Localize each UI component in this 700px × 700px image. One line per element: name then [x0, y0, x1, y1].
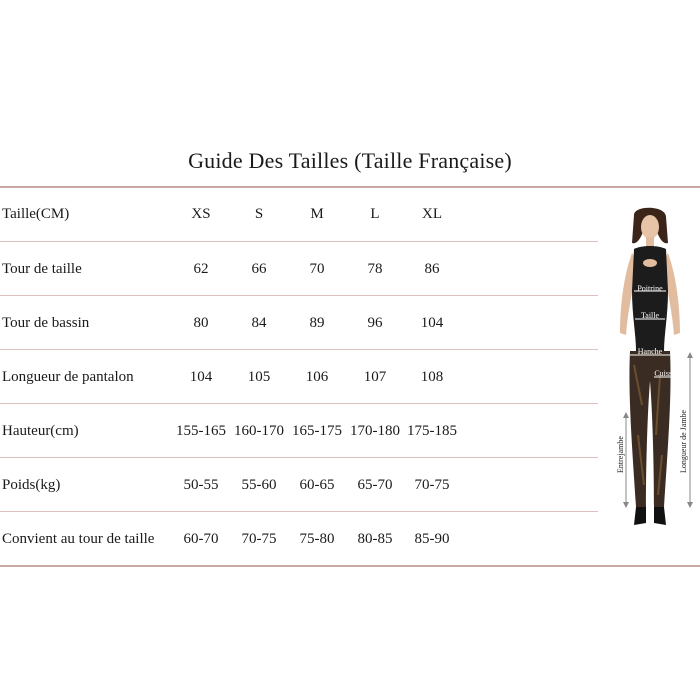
header-xl: XL — [422, 206, 442, 222]
entrejambe-label: Entrejambe — [616, 436, 625, 473]
row-label: Convient au tour de taille — [2, 531, 155, 547]
table-cell: 107 — [363, 369, 387, 385]
longueur-jambe-label: Longueur de Jambe — [679, 409, 688, 473]
header-s: S — [254, 206, 264, 222]
table-cell: 70 — [309, 261, 325, 277]
table-cell: 70-75 — [414, 477, 450, 493]
table-cell: 105 — [247, 369, 271, 385]
table-cell: 80-85 — [357, 531, 393, 547]
table-cell: 65-70 — [357, 477, 393, 493]
table-cell: 78 — [367, 261, 383, 277]
table-cell: 55-60 — [241, 477, 277, 493]
table-cell: 85-90 — [414, 531, 450, 547]
table-cell: 89 — [309, 315, 325, 331]
row-label: Tour de taille — [2, 261, 82, 277]
taille-label: Taille — [640, 311, 660, 320]
row-label: Longueur de pantalon — [2, 369, 134, 385]
table-row — [0, 458, 598, 512]
header-l: L — [370, 206, 380, 222]
table-cell: 70-75 — [241, 531, 277, 547]
table-cell: 165-175 — [292, 423, 342, 439]
row-label: Poids(kg) — [2, 477, 61, 493]
table-cell: 84 — [251, 315, 267, 331]
table-cell: 108 — [420, 369, 444, 385]
table-cell: 170-180 — [350, 423, 400, 439]
page-title: Guide Des Tailles (Taille Française) — [188, 148, 512, 173]
table-cell: 60-70 — [183, 531, 219, 547]
table-header-row — [0, 187, 598, 241]
table-cell: 75-80 — [299, 531, 335, 547]
model-illustration — [598, 205, 700, 545]
header-label: Taille(CM) — [2, 206, 70, 222]
table-cell: 62 — [193, 261, 209, 277]
table-cell: 160-170 — [234, 423, 284, 439]
table-row — [0, 512, 598, 566]
cuisse-label: Cuisse — [654, 369, 676, 378]
row-label: Hauteur(cm) — [2, 423, 79, 439]
table-cell: 80 — [193, 315, 209, 331]
row-label: Tour de bassin — [2, 315, 90, 331]
hanche-label: Hanche — [637, 347, 663, 356]
table-cell: 50-55 — [183, 477, 219, 493]
model-figure — [598, 205, 700, 545]
table-row — [0, 242, 598, 296]
table-row — [0, 296, 598, 350]
poitrine-label: Poitrine — [637, 284, 663, 293]
table-cell: 60-65 — [299, 477, 335, 493]
table-cell: 96 — [367, 315, 383, 331]
table-cell: 104 — [189, 369, 213, 385]
header-xs: XS — [191, 206, 211, 222]
table-row — [0, 404, 598, 458]
table-row — [0, 350, 598, 404]
table-cell: 104 — [420, 315, 444, 331]
table-cell: 86 — [424, 261, 440, 277]
table-cell: 155-165 — [176, 423, 226, 439]
table-cell: 66 — [251, 261, 267, 277]
table-cell: 175-185 — [407, 423, 457, 439]
table-bottom-rule — [0, 565, 700, 567]
table-cell: 106 — [305, 369, 329, 385]
header-m: M — [310, 206, 324, 222]
